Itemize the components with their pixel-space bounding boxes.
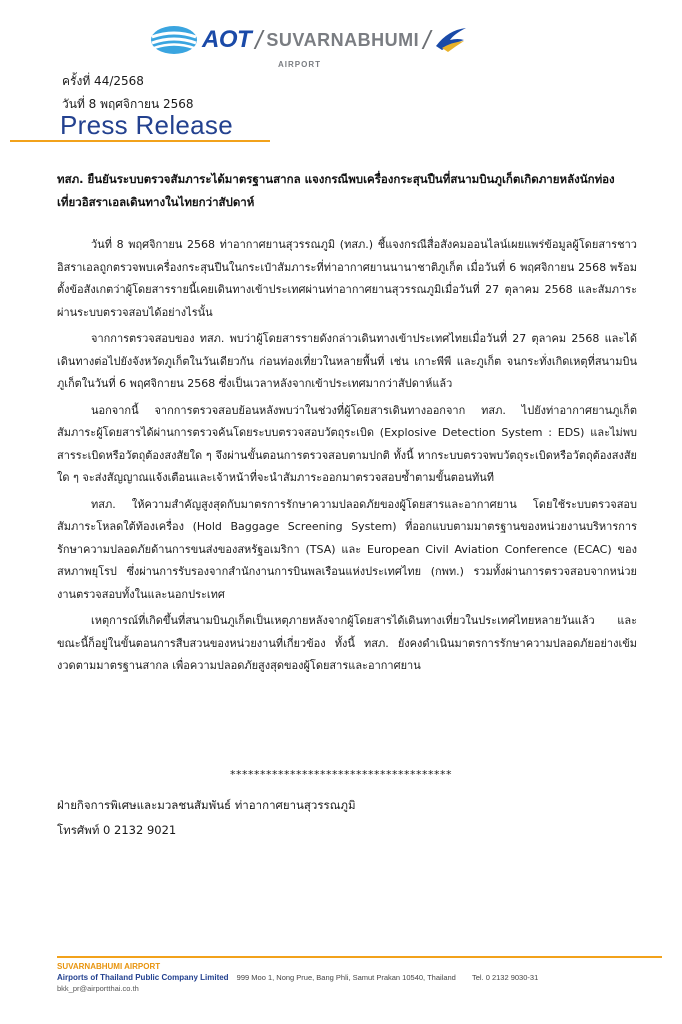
logo-separator-2: / xyxy=(423,24,431,55)
paragraph: นอกจากนี้ จากการตรวจสอบย้อนหลังพบว่าในช่วงที่ผู้โดยสารเดินทางออกจาก ทสภ. ไปยังท่าอากาศยานภูเก็ต สัมภาระผู้โดยสารได้ผ่านการตรวจค้นโดยระบบตรวจสอบวัตถุระเบิด (Explosive Detection System : EDS) และไม่พบสารระเบิดหรือวัตถุต้องสงสัยใด ๆ จึงผ่านขั้นตอนการตรวจสอบตามปกติ ทั้งนี้ หากระบบตรวจพบวัตถุระเบิดหรือวัตถุต้องสงสัยใด ๆ จะส่งสัญญาณแจ้งเตือนและเจ้าหน้าที่จะนำสัมภาระออกมาตรวจสอบซ้ำตามขั้นตอนทันที xyxy=(57,403,637,484)
press-release-title: Press Release xyxy=(60,110,233,140)
paragraph: เหตุการณ์ที่เกิดขึ้นที่สนามบินภูเก็ตเป็นเหตุภายหลังจากผู้โดยสารได้เดินทางเที่ยวในประเทศไทยหลายวันแล้ว และขณะนี้ก็อยู่ในขั้นตอนการสืบสวนของหน่วยงานที่เกี่ยวข้อง ทั้งนี้ ทสภ. ยังคงดำเนินมาตรการรักษาความปลอดภัยอย่างเข้มงวดตามมาตรฐานสากล เพื่อความปลอดภัยสูงสุดของผู้โดยสารและอากาศยาน xyxy=(57,614,637,672)
aot-globe-icon xyxy=(150,25,198,55)
header-logo xyxy=(150,22,510,72)
paragraph: ทสภ. ให้ความสำคัญสูงสุดกับมาตรการรักษาความปลอดภัยของผู้โดยสารและอากาศยาน โดยใช้ระบบตรวจสอบสัมภาระโหลดใต้ท้องเครื่อง (Hold Baggage Screening System) ที่ออกแบบตามมาตรฐานของหน่วยงานบริหารการรักษาความปลอดภัยด้านการขนส่งของสหรัฐอเมริกา (TSA) และ European Civil Aviation Conference (ECAC) ของสหภาพยุโรป ซึ่งผ่านการรับรองจากสำนักงานการบินพลเรือนแห่งประเทศไทย (กพท.) รวมทั้งผ่านการตรวจสอบจากหน่วยงานตรวจสอบทั้งในและนอกประเทศ xyxy=(57,497,637,601)
article-body xyxy=(57,234,637,682)
contact-phone: โทรศัพท์ 0 2132 9021 xyxy=(57,823,177,837)
footer-brand: SUVARNABHUMI AIRPORT xyxy=(57,962,161,971)
press-release-underline xyxy=(10,140,270,142)
headline: ทสภ. ยืนยันระบบตรวจสัมภาระได้มาตรฐานสากล แจงกรณีพบเครื่องกระสุนปืนที่สนามบินภูเก็ตเกิดภายหลังนักท่องเที่ยวอิสราเอลเดินทางในไทยกว่าสัปดาห์ xyxy=(57,172,615,209)
footer-divider xyxy=(57,956,662,958)
footer xyxy=(57,962,538,993)
contact-department: ฝ่ายกิจการพิเศษและมวลชนสัมพันธ์ ท่าอากาศยานสุวรรณภูมิ xyxy=(57,798,356,812)
footer-tel: Tel. 0 2132 9030-31 xyxy=(471,973,539,982)
suvarnabhumi-wordmark: SUVARNABHUMI xyxy=(266,29,420,50)
issue-number: ครั้งที่ 44/2568 xyxy=(62,74,144,88)
paragraph: วันที่ 8 พฤศจิกายน 2568 ท่าอากาศยานสุวรรณภูมิ (ทสภ.) ชี้แจงกรณีสื่อสังคมออนไลน์เผยแพร่ข้อมูลผู้โดยสารชาวอิสราเอลถูกตรวจพบเครื่องกระสุนปืนในกระเป๋าสัมภาระที่ท่าอากาศยานนานาชาติภูเก็ต เมื่อวันที่ 6 พฤศจิกายน 2568 พร้อมตั้งข้อสังเกตว่าผู้โดยสารรายนี้เคยเดินทางเข้าประเทศผ่านท่าอากาศยานสุวรรณภูมิเมื่อวันที่ 27 ตุลาคม 2568 และสัมภาระผ่านระบบตรวจสอบได้อย่างไรนั้น xyxy=(57,238,637,319)
airport-subtitle: AIRPORT xyxy=(278,60,321,69)
paragraph: จากการตรวจสอบของ ทสภ. พบว่าผู้โดยสารรายดังกล่าวเดินทางเข้าประเทศไทยเมื่อวันที่ 27 ตุลาคม 2568 และได้เดินทางต่อไปยังจังหวัดภูเก็ตในวันเดียวกัน ก่อนท่องเที่ยวในหลายพื้นที่ เช่น เกาะพีพี และภูเก็ต จนกระทั่งเกิดเหตุที่สนามบินภูเก็ตในวันที่ 6 พฤศจิกายน 2568 ซึ่งเป็นเวลาหลังจากเข้าประเทศมากว่าสัปดาห์แล้ว xyxy=(57,332,637,390)
end-separator: ************************************* xyxy=(230,768,452,781)
logo-separator: / xyxy=(255,24,263,55)
footer-address: 999 Moo 1, Nong Prue, Bang Phli, Samut Prakan 10540, Thailand xyxy=(236,973,456,982)
footer-email[interactable]: bkk_pr@airportthai.co.th xyxy=(57,984,139,993)
issue-date: วันที่ 8 พฤศจิกายน 2568 xyxy=(62,97,194,111)
suvarnabhumi-bird-icon xyxy=(434,26,468,54)
aot-wordmark: AOT xyxy=(202,26,252,53)
footer-company: Airports of Thailand Public Company Limited xyxy=(57,973,229,982)
